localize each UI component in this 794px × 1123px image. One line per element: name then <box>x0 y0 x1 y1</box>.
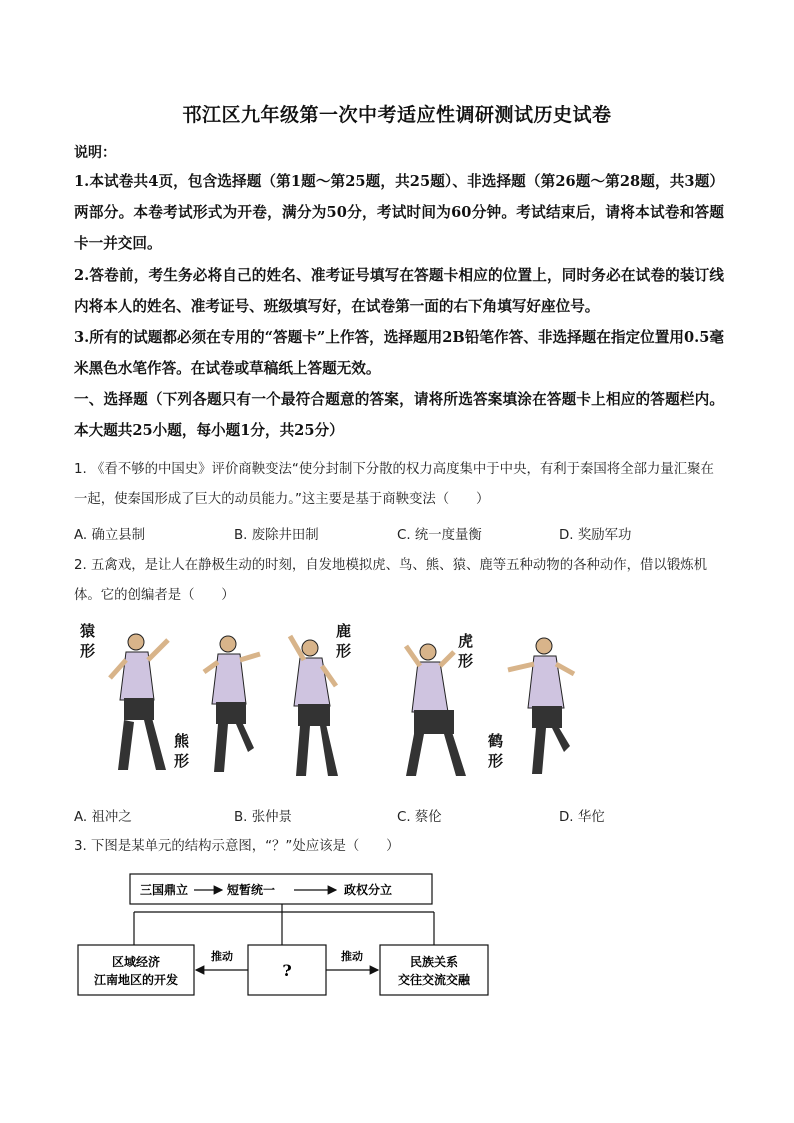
wuqinxi-figure <box>74 620 594 785</box>
wuqinxi-illustration <box>74 620 594 785</box>
instruction-item-3: 3.所有的试题都必须在专用的“答题卡”上作答，选择题用2B铅笔作答、非选择题在指定位置用0.5毫米黑色水笔作答。在试卷或草稿纸上答题无效。 <box>74 329 724 377</box>
figure-3 <box>290 636 338 776</box>
top-box-item-2: 短暂统一 <box>227 883 276 897</box>
structure-diagram-svg <box>74 870 494 1000</box>
label-lu-1: 鹿 <box>336 622 352 640</box>
question-1-stem: 1. 《看不够的中国史》评价商鞅变法“使分封制下分散的权力高度集中于中央，有利于秦国将全部力量汇聚在一起，使秦国形成了巨大的动员能力。”这主要是基于商鞅变法（ ） <box>74 462 714 507</box>
exam-title: 邗江区九年级第一次中考适应性调研测试历史试卷 <box>182 104 612 126</box>
right-box-line-1: 民族关系 <box>409 955 459 969</box>
left-box-line-2: 江南地区的开发 <box>93 973 179 987</box>
unit-structure-diagram <box>74 870 494 1000</box>
question-2-option-d: D. 华佗 <box>559 810 605 825</box>
right-box-line-2: 交往交流交融 <box>397 973 471 987</box>
top-box-item-1: 三国鼎立 <box>140 883 189 897</box>
question-2-stem: 2. 五禽戏，是让人在静极生动的时刻，自发地模拟虎、鸟、熊、猿、鹿等五种动物的各种动作，借以锻炼机体。它的创编者是（ ） <box>74 558 707 603</box>
label-lu-2: 形 <box>336 642 352 660</box>
label-xiong-1: 熊 <box>174 732 190 750</box>
label-he-1: 鹤 <box>488 732 504 750</box>
instruction-item-1: 1.本试卷共4页，包含选择题（第1题～第25题，共25题）、非选择题（第26题～第28题，共3题）两部分。本卷考试形式为开卷，满分为50分，考试时间为60分钟。考试结束后，请将本试卷和答题卡一并交回。 <box>74 173 724 252</box>
question-1-option-a: A. 确立县制 <box>74 528 145 543</box>
question-2-option-c: C. 蔡伦 <box>397 810 442 825</box>
left-box-line-1: 区域经济 <box>111 955 161 969</box>
question-2-option-a: A. 祖冲之 <box>74 810 132 825</box>
question-1-option-c: C. 统一度量衡 <box>397 528 482 543</box>
instructions-heading: 说明： <box>74 145 116 161</box>
figure-1 <box>110 634 168 770</box>
left-box <box>78 945 194 995</box>
question-2-options <box>74 806 724 830</box>
question-1-option-b: B. 废除井田制 <box>234 528 319 543</box>
figure-4 <box>406 644 466 776</box>
section-heading: 一、选择题（下列各题只有一个最符合题意的答案，请将所选答案填涂在答题卡上相应的答题栏内。本大题共25小题，每小题1分，共25分） <box>74 391 724 439</box>
figure-5 <box>508 638 574 774</box>
label-he-2: 形 <box>488 752 504 770</box>
label-hu-1: 虎 <box>458 632 474 650</box>
question-1-options <box>74 524 724 548</box>
label-xiong-2: 形 <box>174 752 190 770</box>
label-yuan-1: 猿 <box>80 622 96 640</box>
question-3-stem: 3. 下图是某单元的结构示意图，“？”处应该是（ ） <box>74 839 400 854</box>
top-box-item-3: 政权分立 <box>344 883 393 897</box>
center-box-mark: ? <box>282 961 292 980</box>
question-2-option-b: B. 张仲景 <box>234 810 292 825</box>
push-label-right: 推动 <box>341 950 363 963</box>
right-box <box>380 945 488 995</box>
question-1-option-d: D. 奖励军功 <box>559 528 632 543</box>
figure-2 <box>204 636 260 772</box>
instruction-item-2: 2.答卷前，考生务必将自己的姓名、准考证号填写在答题卡相应的位置上，同时务必在试卷的装订线内将本人的姓名、准考证号、班级填写好，在试卷第一面的右下角填写好座位号。 <box>74 267 724 315</box>
label-yuan-2: 形 <box>80 642 96 660</box>
label-hu-2: 形 <box>458 652 474 670</box>
push-label-left: 推动 <box>211 950 233 963</box>
